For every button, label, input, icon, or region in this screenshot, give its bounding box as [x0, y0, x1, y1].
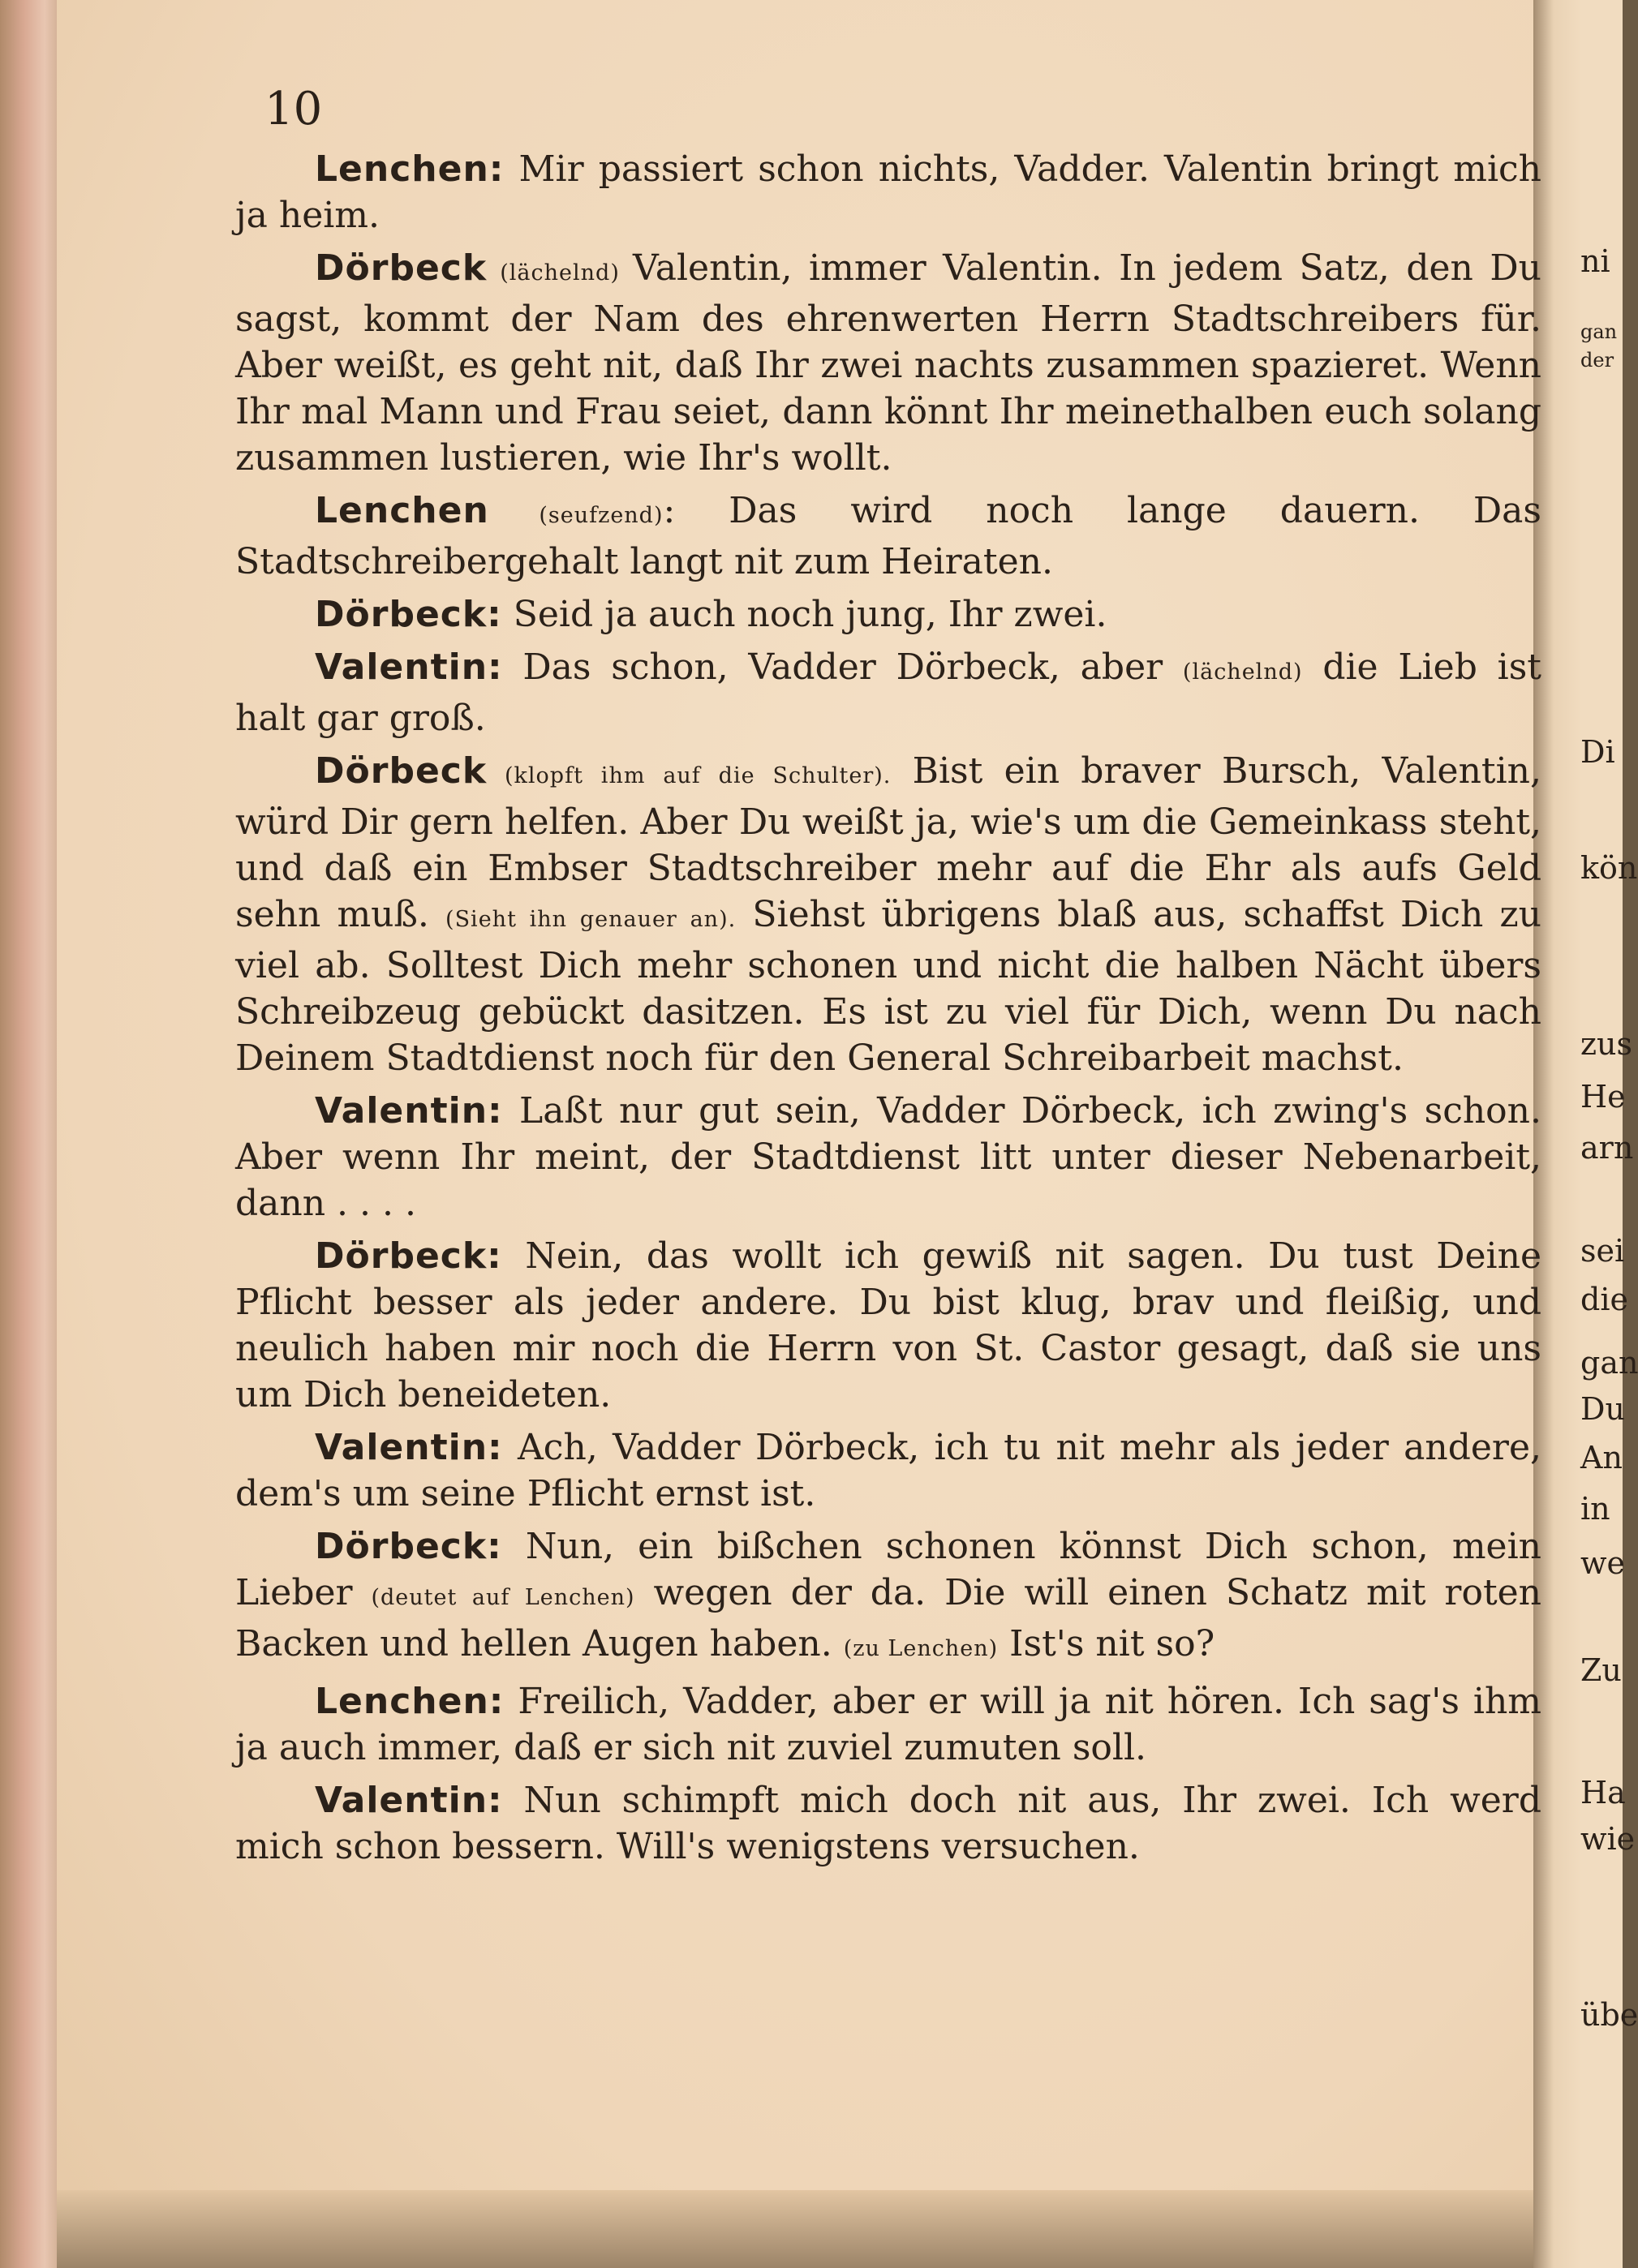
adjacent-page-fragment: Du — [1580, 1391, 1625, 1427]
adjacent-page-fragment: die — [1580, 1282, 1628, 1317]
spoken-text: Mir passiert schon nichts, Vadder. Valentin bringt mich ja heim. — [235, 148, 1541, 236]
adjacent-page-fragment: An — [1580, 1440, 1623, 1475]
stage-direction: (zu Lenchen) — [843, 1636, 999, 1661]
spoken-text: Nun schimpft mich doch nit aus, Ihr zwei. Ich werd mich schon bessern. Will's wenigstens versuchen. — [235, 1780, 1541, 1867]
spoken-text: wegen der da. Die will einen Schatz mit roten Backen und hellen Augen haben. — [235, 1572, 1541, 1664]
dialogue-paragraph — [235, 1088, 1541, 1226]
adjacent-page-fragment: sei — [1580, 1233, 1625, 1269]
adjacent-page-fragment: Zu — [1580, 1652, 1622, 1688]
stage-direction: (Sieht ihn genauer an). — [445, 907, 737, 932]
speaker-name: Dörbeck: — [315, 1526, 502, 1567]
dialogue-paragraph — [235, 1777, 1541, 1870]
spoken-text: Ach, Vadder Dörbeck, ich tu nit mehr als jeder andere, dem's um seine Pflicht ernst ist. — [235, 1427, 1541, 1514]
adjacent-page-fragment: gan — [1580, 1345, 1638, 1381]
dialogue-text — [235, 146, 1541, 1876]
speaker-name: Lenchen — [315, 490, 489, 531]
stage-direction: (lächelnd) — [487, 260, 633, 286]
adjacent-page-fragment: Ha — [1580, 1775, 1626, 1811]
spoken-text: Das schon, Vadder Dörbeck, aber — [502, 646, 1183, 688]
dialogue-paragraph — [235, 748, 1541, 1081]
adjacent-page-fragment: arn — [1580, 1130, 1634, 1166]
dialogue-paragraph — [235, 1233, 1541, 1418]
spoken-text: Ist's nit so? — [998, 1623, 1215, 1664]
adjacent-page-fragment: der — [1580, 349, 1614, 372]
dialogue-paragraph — [235, 146, 1541, 238]
dialogue-paragraph — [235, 644, 1541, 741]
spoken-text: Seid ja auch noch jung, Ihr zwei. — [501, 594, 1107, 635]
adjacent-page-fragment: in — [1580, 1491, 1610, 1527]
speaker-name: Lenchen: — [315, 1681, 505, 1722]
speaker-name: Dörbeck — [315, 750, 488, 792]
speaker-name: Valentin: — [315, 1780, 503, 1821]
adjacent-page-fragment: kön — [1580, 850, 1638, 886]
stage-direction: (lächelnd) — [1182, 659, 1303, 685]
speaker-name: Valentin: — [315, 1090, 503, 1132]
speaker-name: Dörbeck — [315, 247, 488, 289]
speaker-name: Valentin: — [315, 1427, 503, 1468]
stage-direction: (deutet auf Lenchen) — [371, 1585, 635, 1610]
spoken-text: die Lieb ist halt gar groß. — [235, 646, 1541, 739]
spoken-text: Bist ein braver Bursch, Valentin, würd Dir gern helfen. Aber Du weißt ja, wie's um die Gemeinkass steht, und daß ein Embser Stadtschreiber mehr auf die Ehr als aufs Geld sehn muß. — [235, 750, 1541, 935]
spoken-text: Nun, ein bißchen schonen könnst Dich schon, mein Lieber — [235, 1526, 1541, 1613]
speaker-name: Valentin: — [315, 646, 503, 688]
page-bottom-edge — [57, 2190, 1582, 2268]
adjacent-page-fragment: we — [1580, 1545, 1626, 1581]
dialogue-paragraph — [235, 488, 1541, 585]
stage-direction: (klopft ihm auf die Schulter). — [487, 763, 892, 788]
dialogue-paragraph — [235, 1678, 1541, 1771]
speaker-name: Lenchen: — [315, 148, 505, 190]
speaker-name: Dörbeck: — [315, 594, 502, 635]
page-number: 10 — [264, 83, 323, 135]
adjacent-page-fragment: übe — [1580, 1997, 1638, 2033]
adjacent-page-fragment: zus — [1580, 1026, 1632, 1062]
spoken-text: Laßt nur gut sein, Vadder Dörbeck, ich zwing's schon. Aber wenn Ihr meint, der Stadtdienst litt unter dieser Nebenarbeit, dann . . . . — [235, 1090, 1541, 1224]
spoken-text: Siehst übrigens blaß aus, schaffst Dich zu viel ab. Solltest Dich mehr schonen und nicht die halben Nächt übers Schreibzeug gebückt dasitzen. Es ist zu viel für Dich, wenn Du nach Deinem Stadtdienst noch für den General Schreibarbeit machst. — [235, 894, 1541, 1079]
spoken-text: Freilich, Vadder, aber er will ja nit hören. Ich sag's ihm ja auch immer, daß er sich nit zuviel zumuten soll. — [235, 1681, 1541, 1768]
adjacent-page-fragment: He — [1580, 1079, 1626, 1115]
adjacent-page-fragment: wie — [1580, 1821, 1636, 1857]
dialogue-paragraph — [235, 1523, 1541, 1672]
adjacent-page-fragment: ni — [1580, 243, 1610, 279]
spoken-text: Nein, das wollt ich gewiß nit sagen. Du tust Deine Pflicht besser als jeder andere. Du bist klug, brav und fleißig, und neulich haben mir noch die Herrn von St. Castor gesagt, daß sie uns um Dich beneideten. — [235, 1235, 1541, 1415]
speaker-name: Dörbeck: — [315, 1235, 502, 1277]
dialogue-paragraph — [235, 245, 1541, 481]
book-binding — [0, 0, 65, 2268]
stage-direction: (seufzend) — [488, 503, 664, 528]
dialogue-paragraph — [235, 1424, 1541, 1517]
dialogue-paragraph — [235, 591, 1541, 638]
spoken-text: : Das wird noch lange dauern. Das Stadtschreibergehalt langt nit zum Heiraten. — [235, 490, 1541, 582]
adjacent-page-fragment: gan — [1580, 320, 1618, 343]
adjacent-page-fragment: Di — [1580, 734, 1615, 770]
spoken-text: Valentin, immer Valentin. In jedem Satz, den Du sagst, kommt der Nam des ehrenwerten Herrn Stadtschreibers für. Aber weißt, es geht nit, daß Ihr zwei nachts zusammen spazieret. Wenn Ihr mal Mann und Frau seiet, dann könnt Ihr meinethalben euch solang zusammen lustieren, wie Ihr's wollt. — [235, 247, 1542, 479]
